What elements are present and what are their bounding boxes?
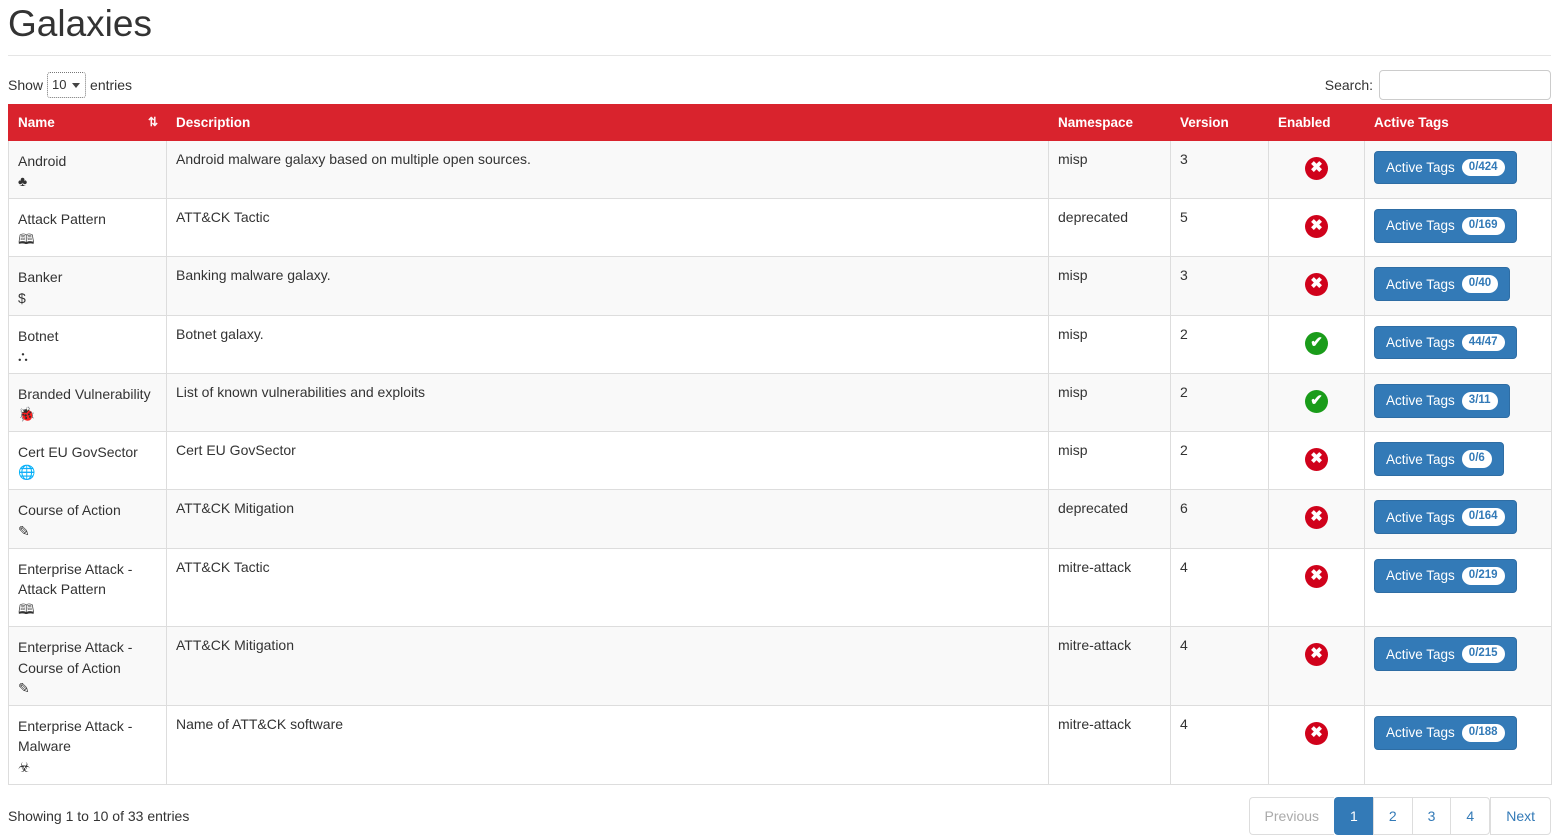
- column-header-description[interactable]: [167, 104, 1049, 140]
- show-label: Show: [8, 76, 44, 93]
- galaxies-table: [8, 104, 1552, 785]
- column-header-enabled[interactable]: [1269, 104, 1365, 140]
- cell-enabled: [1269, 548, 1365, 627]
- active-tags-button[interactable]: [1374, 326, 1517, 360]
- cell-description: ATT&CK Mitigation: [167, 627, 1049, 706]
- cell-active-tags: [1365, 315, 1552, 373]
- status-glyph: ✔: [1310, 391, 1323, 409]
- active-tags-button[interactable]: [1374, 209, 1517, 243]
- cell-enabled: [1269, 315, 1365, 373]
- galaxy-name: Botnet: [18, 327, 59, 344]
- cell-namespace: mitre-attack: [1049, 627, 1171, 706]
- column-header-version-label: Version: [1180, 114, 1229, 130]
- active-tags-button[interactable]: [1374, 559, 1517, 593]
- cell-enabled: [1269, 257, 1365, 315]
- status-glyph: ✖: [1310, 450, 1323, 468]
- column-header-enabled-label: Enabled: [1278, 114, 1331, 130]
- cell-version: 4: [1171, 627, 1269, 706]
- active-tags-button-label: Active Tags: [1386, 646, 1455, 662]
- cell-name: [9, 315, 167, 373]
- cell-namespace: misp: [1049, 373, 1171, 431]
- cell-name: [9, 373, 167, 431]
- cell-name: [9, 140, 167, 198]
- column-header-active-tags-label: Active Tags: [1374, 114, 1449, 130]
- search-input[interactable]: [1379, 70, 1551, 100]
- galaxy-name: Android: [18, 152, 67, 169]
- active-tags-button[interactable]: [1374, 384, 1510, 418]
- table-header-row: [9, 104, 1552, 140]
- disabled-cross-icon: [1305, 643, 1328, 666]
- cell-active-tags: [1365, 627, 1552, 706]
- active-tags-button-label: Active Tags: [1386, 451, 1455, 467]
- cell-enabled: [1269, 373, 1365, 431]
- cell-enabled: [1269, 490, 1365, 548]
- cell-description: Banking malware galaxy.: [167, 257, 1049, 315]
- galaxy-type-icon: ✎: [18, 522, 30, 539]
- cell-version: 2: [1171, 373, 1269, 431]
- galaxy-name: Course of Action: [18, 502, 121, 519]
- cell-name: [9, 432, 167, 490]
- cell-description: ATT&CK Tactic: [167, 548, 1049, 627]
- cell-version: 3: [1171, 257, 1269, 315]
- active-tags-count-badge: 0/215: [1462, 645, 1505, 663]
- cell-active-tags: [1365, 432, 1552, 490]
- enabled-check-icon: [1305, 332, 1328, 355]
- pagination-next[interactable]: Next: [1490, 797, 1551, 835]
- cell-description: Cert EU GovSector: [167, 432, 1049, 490]
- table-row: [9, 705, 1552, 784]
- active-tags-count-badge: 0/169: [1462, 217, 1505, 235]
- cell-active-tags: [1365, 373, 1552, 431]
- active-tags-button-label: Active Tags: [1386, 725, 1455, 741]
- active-tags-count-badge: 0/219: [1462, 567, 1505, 585]
- active-tags-count-badge: 0/40: [1462, 275, 1498, 293]
- cell-version: 4: [1171, 705, 1269, 784]
- cell-namespace: misp: [1049, 257, 1171, 315]
- disabled-cross-icon: [1305, 722, 1328, 745]
- column-header-active-tags[interactable]: [1365, 104, 1552, 140]
- cell-description: ATT&CK Tactic: [167, 198, 1049, 256]
- active-tags-button-label: Active Tags: [1386, 509, 1455, 525]
- table-row: [9, 432, 1552, 490]
- disabled-cross-icon: [1305, 506, 1328, 529]
- galaxy-name: Enterprise Attack - Attack Pattern: [18, 560, 133, 598]
- pagination-pages: [1334, 797, 1490, 835]
- cell-description: List of known vulnerabilities and exploits: [167, 373, 1049, 431]
- active-tags-count-badge: 0/188: [1462, 724, 1505, 742]
- cell-namespace: misp: [1049, 315, 1171, 373]
- column-header-namespace-label: Namespace: [1058, 114, 1134, 130]
- galaxy-type-icon: ☣: [18, 758, 31, 775]
- disabled-cross-icon: [1305, 215, 1328, 238]
- column-header-name[interactable]: [9, 104, 167, 140]
- galaxy-name: Cert EU GovSector: [18, 444, 138, 461]
- galaxy-type-icon: ✎: [18, 679, 30, 696]
- cell-name: [9, 490, 167, 548]
- cell-name: [9, 627, 167, 706]
- entries-label: entries: [90, 76, 133, 93]
- cell-description: Android malware galaxy based on multiple open sources.: [167, 140, 1049, 198]
- status-glyph: ✖: [1310, 645, 1323, 663]
- galaxy-name: Banker: [18, 269, 63, 286]
- cell-description: ATT&CK Mitigation: [167, 490, 1049, 548]
- table-row: [9, 548, 1552, 627]
- active-tags-button[interactable]: [1374, 442, 1504, 476]
- galaxy-type-icon: 🌐: [18, 464, 36, 481]
- page-length-control: [8, 72, 132, 98]
- galaxy-name: Branded Vulnerability: [18, 385, 151, 402]
- cell-version: 4: [1171, 548, 1269, 627]
- active-tags-button-label: Active Tags: [1386, 160, 1455, 176]
- pagination-page-4[interactable]: 4: [1450, 797, 1490, 835]
- active-tags-button-label: Active Tags: [1386, 334, 1455, 350]
- status-glyph: ✖: [1310, 275, 1323, 293]
- galaxy-type-icon: 🐞: [18, 406, 36, 423]
- pagination-page-1[interactable]: 1: [1334, 797, 1373, 835]
- active-tags-count-badge: 3/11: [1462, 392, 1498, 410]
- cell-name: [9, 705, 167, 784]
- cell-enabled: [1269, 432, 1365, 490]
- cell-namespace: mitre-attack: [1049, 705, 1171, 784]
- table-footer: [8, 785, 1551, 835]
- galaxy-type-icon: 🕮: [18, 601, 35, 618]
- cell-namespace: misp: [1049, 432, 1171, 490]
- column-header-name-label: Name: [18, 114, 55, 130]
- cell-active-tags: [1365, 140, 1552, 198]
- pagination-page-3[interactable]: 3: [1412, 797, 1451, 835]
- cell-name: [9, 198, 167, 256]
- galaxy-type-icon: $: [18, 289, 26, 306]
- cell-enabled: [1269, 140, 1365, 198]
- table-info: Showing 1 to 10 of 33 entries: [8, 807, 190, 824]
- cell-version: 6: [1171, 490, 1269, 548]
- cell-active-tags: [1365, 198, 1552, 256]
- active-tags-button-label: Active Tags: [1386, 218, 1455, 234]
- cell-namespace: deprecated: [1049, 490, 1171, 548]
- table-row: [9, 627, 1552, 706]
- cell-name: [9, 548, 167, 627]
- status-glyph: ✖: [1310, 566, 1323, 584]
- table-body: [9, 140, 1552, 784]
- galaxy-type-icon: ⛬: [18, 347, 28, 364]
- cell-version: 5: [1171, 198, 1269, 256]
- page-length-select[interactable]: [47, 72, 86, 98]
- status-glyph: ✖: [1310, 508, 1323, 526]
- galaxy-type-icon: ♣: [18, 172, 28, 189]
- cell-active-tags: [1365, 257, 1552, 315]
- status-glyph: ✖: [1310, 158, 1323, 176]
- table-row: [9, 490, 1552, 548]
- active-tags-count-badge: 44/47: [1462, 334, 1505, 352]
- table-controls: [8, 56, 1551, 104]
- cell-namespace: mitre-attack: [1049, 548, 1171, 627]
- page-length-select-wrap[interactable]: [47, 72, 86, 98]
- page-title: Galaxies: [8, 0, 1551, 56]
- cell-description: Botnet galaxy.: [167, 315, 1049, 373]
- active-tags-button-label: Active Tags: [1386, 276, 1455, 292]
- table-row: [9, 315, 1552, 373]
- cell-active-tags: [1365, 548, 1552, 627]
- pagination-page-2[interactable]: 2: [1373, 797, 1412, 835]
- disabled-cross-icon: [1305, 565, 1328, 588]
- active-tags-button[interactable]: [1374, 500, 1517, 534]
- galaxy-name: Enterprise Attack - Malware: [18, 717, 133, 755]
- cell-enabled: [1269, 705, 1365, 784]
- pagination: [1249, 797, 1551, 835]
- galaxy-name: Enterprise Attack - Course of Action: [18, 639, 133, 676]
- active-tags-button[interactable]: [1374, 716, 1517, 750]
- disabled-cross-icon: [1305, 273, 1328, 296]
- active-tags-button-label: Active Tags: [1386, 393, 1455, 409]
- table-row: [9, 373, 1552, 431]
- status-glyph: ✔: [1310, 333, 1323, 351]
- cell-version: 2: [1171, 432, 1269, 490]
- cell-description: Name of ATT&CK software: [167, 705, 1049, 784]
- cell-version: 3: [1171, 140, 1269, 198]
- table-row: [9, 140, 1552, 198]
- table-head: [9, 104, 1552, 140]
- cell-version: 2: [1171, 315, 1269, 373]
- disabled-cross-icon: [1305, 157, 1328, 180]
- status-glyph: ✖: [1310, 216, 1323, 234]
- active-tags-count-badge: 0/424: [1462, 159, 1505, 177]
- cell-active-tags: [1365, 490, 1552, 548]
- galaxy-name: Attack Pattern: [18, 210, 106, 227]
- table-row: [9, 257, 1552, 315]
- table-row: [9, 198, 1552, 256]
- search-label: Search:: [1324, 76, 1373, 93]
- cell-enabled: [1269, 198, 1365, 256]
- column-header-namespace[interactable]: [1049, 104, 1171, 140]
- status-glyph: ✖: [1310, 723, 1323, 741]
- pagination-previous[interactable]: Previous: [1249, 797, 1334, 835]
- active-tags-button[interactable]: [1374, 267, 1510, 301]
- cell-namespace: misp: [1049, 140, 1171, 198]
- cell-active-tags: [1365, 705, 1552, 784]
- cell-name: [9, 257, 167, 315]
- disabled-cross-icon: [1305, 448, 1328, 471]
- active-tags-count-badge: 0/6: [1462, 450, 1492, 468]
- sort-both-icon: ⇅: [147, 115, 157, 130]
- search-control: [1325, 70, 1551, 100]
- column-header-version[interactable]: [1171, 104, 1269, 140]
- galaxy-type-icon: 🕮: [18, 231, 35, 248]
- column-header-description-label: Description: [176, 114, 251, 130]
- active-tags-button-label: Active Tags: [1386, 568, 1455, 584]
- active-tags-button[interactable]: [1374, 151, 1517, 185]
- enabled-check-icon: [1305, 390, 1328, 413]
- cell-enabled: [1269, 627, 1365, 706]
- cell-namespace: deprecated: [1049, 198, 1171, 256]
- active-tags-count-badge: 0/164: [1462, 508, 1505, 526]
- active-tags-button[interactable]: [1374, 637, 1517, 671]
